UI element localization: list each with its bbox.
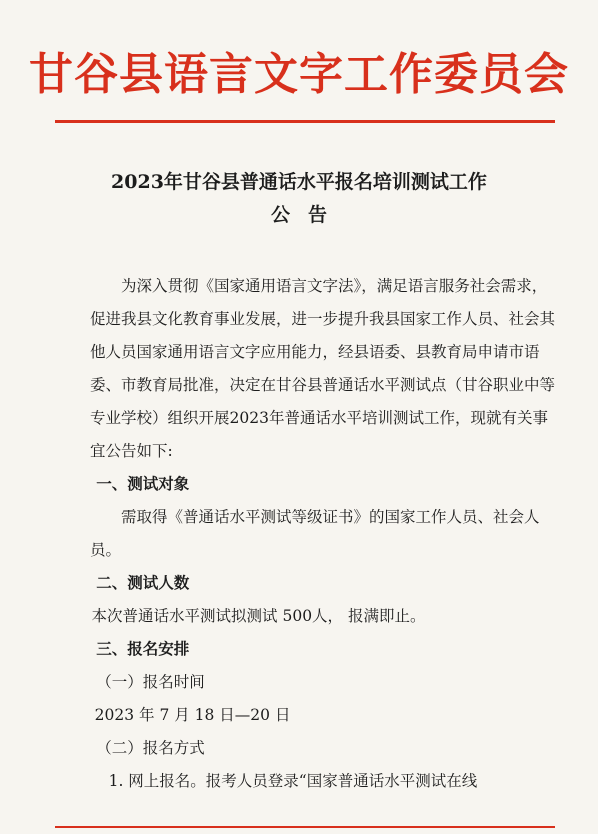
footer-red-rule — [55, 826, 555, 828]
section-heading-test-target: 一、测试对象 — [96, 475, 190, 493]
subsection-heading-registration-method: （二）报名方式 — [96, 739, 205, 757]
section-text-test-target: 需取得《普通话水平测试等级证书》的国家工作人员、社会人员。 — [90, 508, 540, 559]
registration-date-range: 2023 年 7 月 18 日—20 日 — [94, 706, 291, 724]
section-heading-registration: 三、报名安排 — [96, 640, 190, 658]
subsection-heading-registration-time: （一）报名时间 — [96, 673, 205, 691]
document-title: 2023年甘谷县普通话水平报名培训测试工作 — [111, 171, 487, 193]
registration-method-item-1: 1. 网上报名。报考人员登录“国家普通话水平测试在线 — [108, 772, 478, 790]
document-subtitle: 公告 — [270, 204, 345, 226]
document-body — [90, 270, 560, 798]
intro-paragraph: 为深入贯彻《国家通用语言文字法》，满足语言服务社会需求，促进我县文化教育事业发展，进一步提升我县国家工作人员、社会其他人员国家通用语言文字应用能力，经县语委、县教育局申请市语委、市教育局批准，决定在甘谷县普通话水平测试点（甘谷职业中等专业学校）组织开展2023年普通话水平培训测试工作，现就有关事宜公告如下: — [90, 277, 556, 460]
organization-letterhead: 甘谷县语言文字工作委员会 — [29, 49, 569, 100]
letterhead-red-rule — [55, 120, 555, 123]
section-heading-test-count: 二、测试人数 — [96, 574, 190, 592]
section-text-test-count: 本次普通话水平测试拟测试 500人， 报满即止。 — [91, 607, 426, 625]
